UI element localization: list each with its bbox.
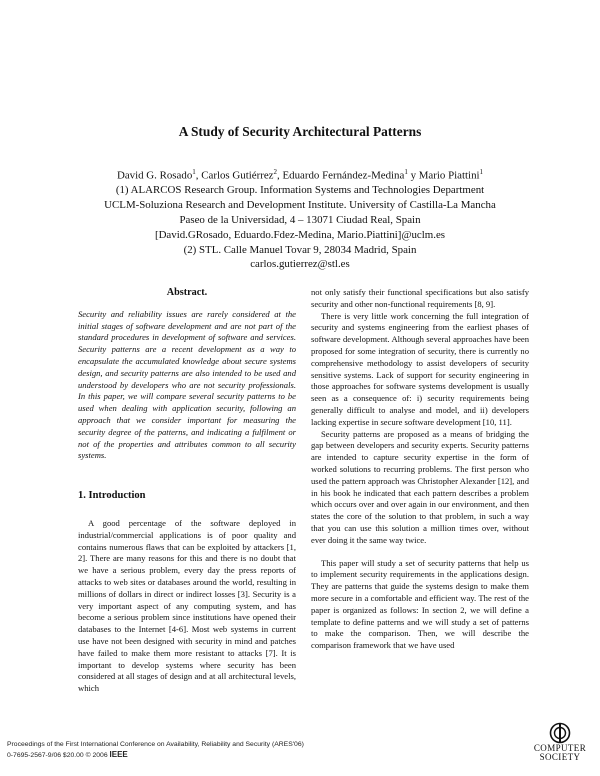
affiliation-line: Paseo de la Universidad, 4 – 13071 Ciudad Real, Spain (179, 214, 421, 227)
page-footer (7, 740, 304, 761)
paper-title: A Study of Security Architectural Patterns (178, 124, 422, 139)
author-affil-mark: 1 (404, 168, 408, 176)
introduction-body (78, 518, 296, 695)
abstract-body: Security and reliability issues are rarely considered at the initial stages of software development and are not part of the standard procedures in development of software and services. Security patterns are a recent development as a way to encapsulate the accumulated knowledge about secure systems design, and security patterns are also intended to be used and understood by developers who are not security professionals. In this paper, we will compare several security patterns to be used when dealing with application security, following an approach that we consider important for measuring the security degree of the patterns, and indicating a fulfilment or not of the properties and attributes common to all security systems. (78, 308, 296, 461)
logo-wordmark (528, 744, 592, 762)
footer-copyright: 0-7695-2567-9/06 $20.00 © 2006 (7, 752, 108, 759)
affiliation-email: [David.GRosado, Eduardo.Fdez-Medina, Mario.Piattini]@uclm.es (154, 228, 446, 241)
affiliation-email: carlos.gutierrez@stl.es (250, 258, 350, 271)
paragraph: A good percentage of the software deployed in industrial/commercial applications is of poor quality and contains numerous flaws that can be exploited by attackers [1, 2]. There are many reasons for this and there is no doubt that we have a serious problem, every day the press reports of attacks to web sites or databases around the world, resulting in millions of dollars in direct or indirect losses [3]. Security is a very important aspect of any computing system, and has become a serious problem since institutions have opened their databases to the Internet [4-6]. Most web systems in current use have not been designed with security in mind and patches have failed to make them more resistant to attacks [7]. It is important to develop systems where security has been considered at all stages of design and at all architectural levels, which (78, 518, 296, 694)
author-name: Eduardo Fernández-Medina (282, 169, 405, 182)
author-name: Carlos Gutiérrez (201, 169, 274, 182)
logo-line: COMPUTER (533, 743, 587, 753)
abstract-heading: Abstract. (166, 287, 208, 298)
right-column (311, 287, 529, 652)
author-line (40, 165, 560, 183)
ieee-computer-society-logo-icon (549, 722, 571, 744)
author-separator: , (277, 169, 283, 182)
author-conjunction: y (407, 169, 419, 182)
author-separator: , (195, 169, 202, 182)
author-block (40, 165, 560, 272)
computer-society-logo (528, 722, 592, 770)
author-affil-mark: 1 (479, 168, 484, 176)
author-name: David G. Rosado (116, 169, 193, 182)
logo-line: SOCIETY (539, 752, 581, 762)
paragraph: This paper will study a set of security patterns that help us to implement security requirements in the applications design. They are patterns that guide the systems design to make them more secure in a comfortable and efficient way. The rest of the paper is organized as follows: In section 2, we will define a template to define patterns and we will study a set of patterns to make the comparison. Then, we will describe the comparison framework that we have used (311, 557, 529, 651)
affiliation-line: (1) ALARCOS Research Group. Information Systems and Technologies Department (115, 184, 485, 197)
footer-proceedings: Proceedings of the First International Conference on Availability, Reliability and Security (ARES'06) (7, 741, 304, 748)
author-affil-mark: 2 (273, 168, 278, 176)
paragraph: Security patterns are proposed as a means of bridging the gap between developers and security experts. Security patterns are intended to capture security expertise in the form of worked solutions to recurring problems. The first person who used the pattern approach was Christopher Alexander [12], and in his book he indicated that each pattern describes a problem which occurs over and over again in our environment, and then states the core of the solution to that problem, in such a way that you can use this solution a million times over, without ever doing it the same way twice. (311, 428, 529, 545)
author-affil-mark: 1 (192, 168, 196, 176)
affiliation-line: UCLM-Soluziona Research and Development Institute. University of Castilla-La Mancha (104, 199, 496, 212)
ieee-mark: IEEE (109, 750, 128, 759)
footer-copyright-line (7, 750, 304, 761)
paragraph: There is very little work concerning the full integration of security and systems engineering from the earliest phases of software development. Although several approaches have been proposed for some integration of security, there is currently no comprehensive methodology to assist developers of security sensitive systems. Lack of support for security engineering in those approaches for software systems development is usually seen as a consequence of: i) security requirements being generally difficult to analyse and model, and ii) developers lacking expertise in secure software development [10, 11]. (311, 310, 529, 427)
section-heading-introduction: 1. Introduction (78, 490, 146, 501)
affiliation-line: (2) STL. Calle Manuel Tovar 9, 28034 Madrid, Spain (183, 243, 417, 256)
abstract-section (78, 287, 296, 462)
author-name: Mario Piattini (418, 169, 480, 182)
paragraph: not only satisfy their functional specifications but also satisfy security and other non-functional requirements [8, 9]. (311, 287, 529, 309)
